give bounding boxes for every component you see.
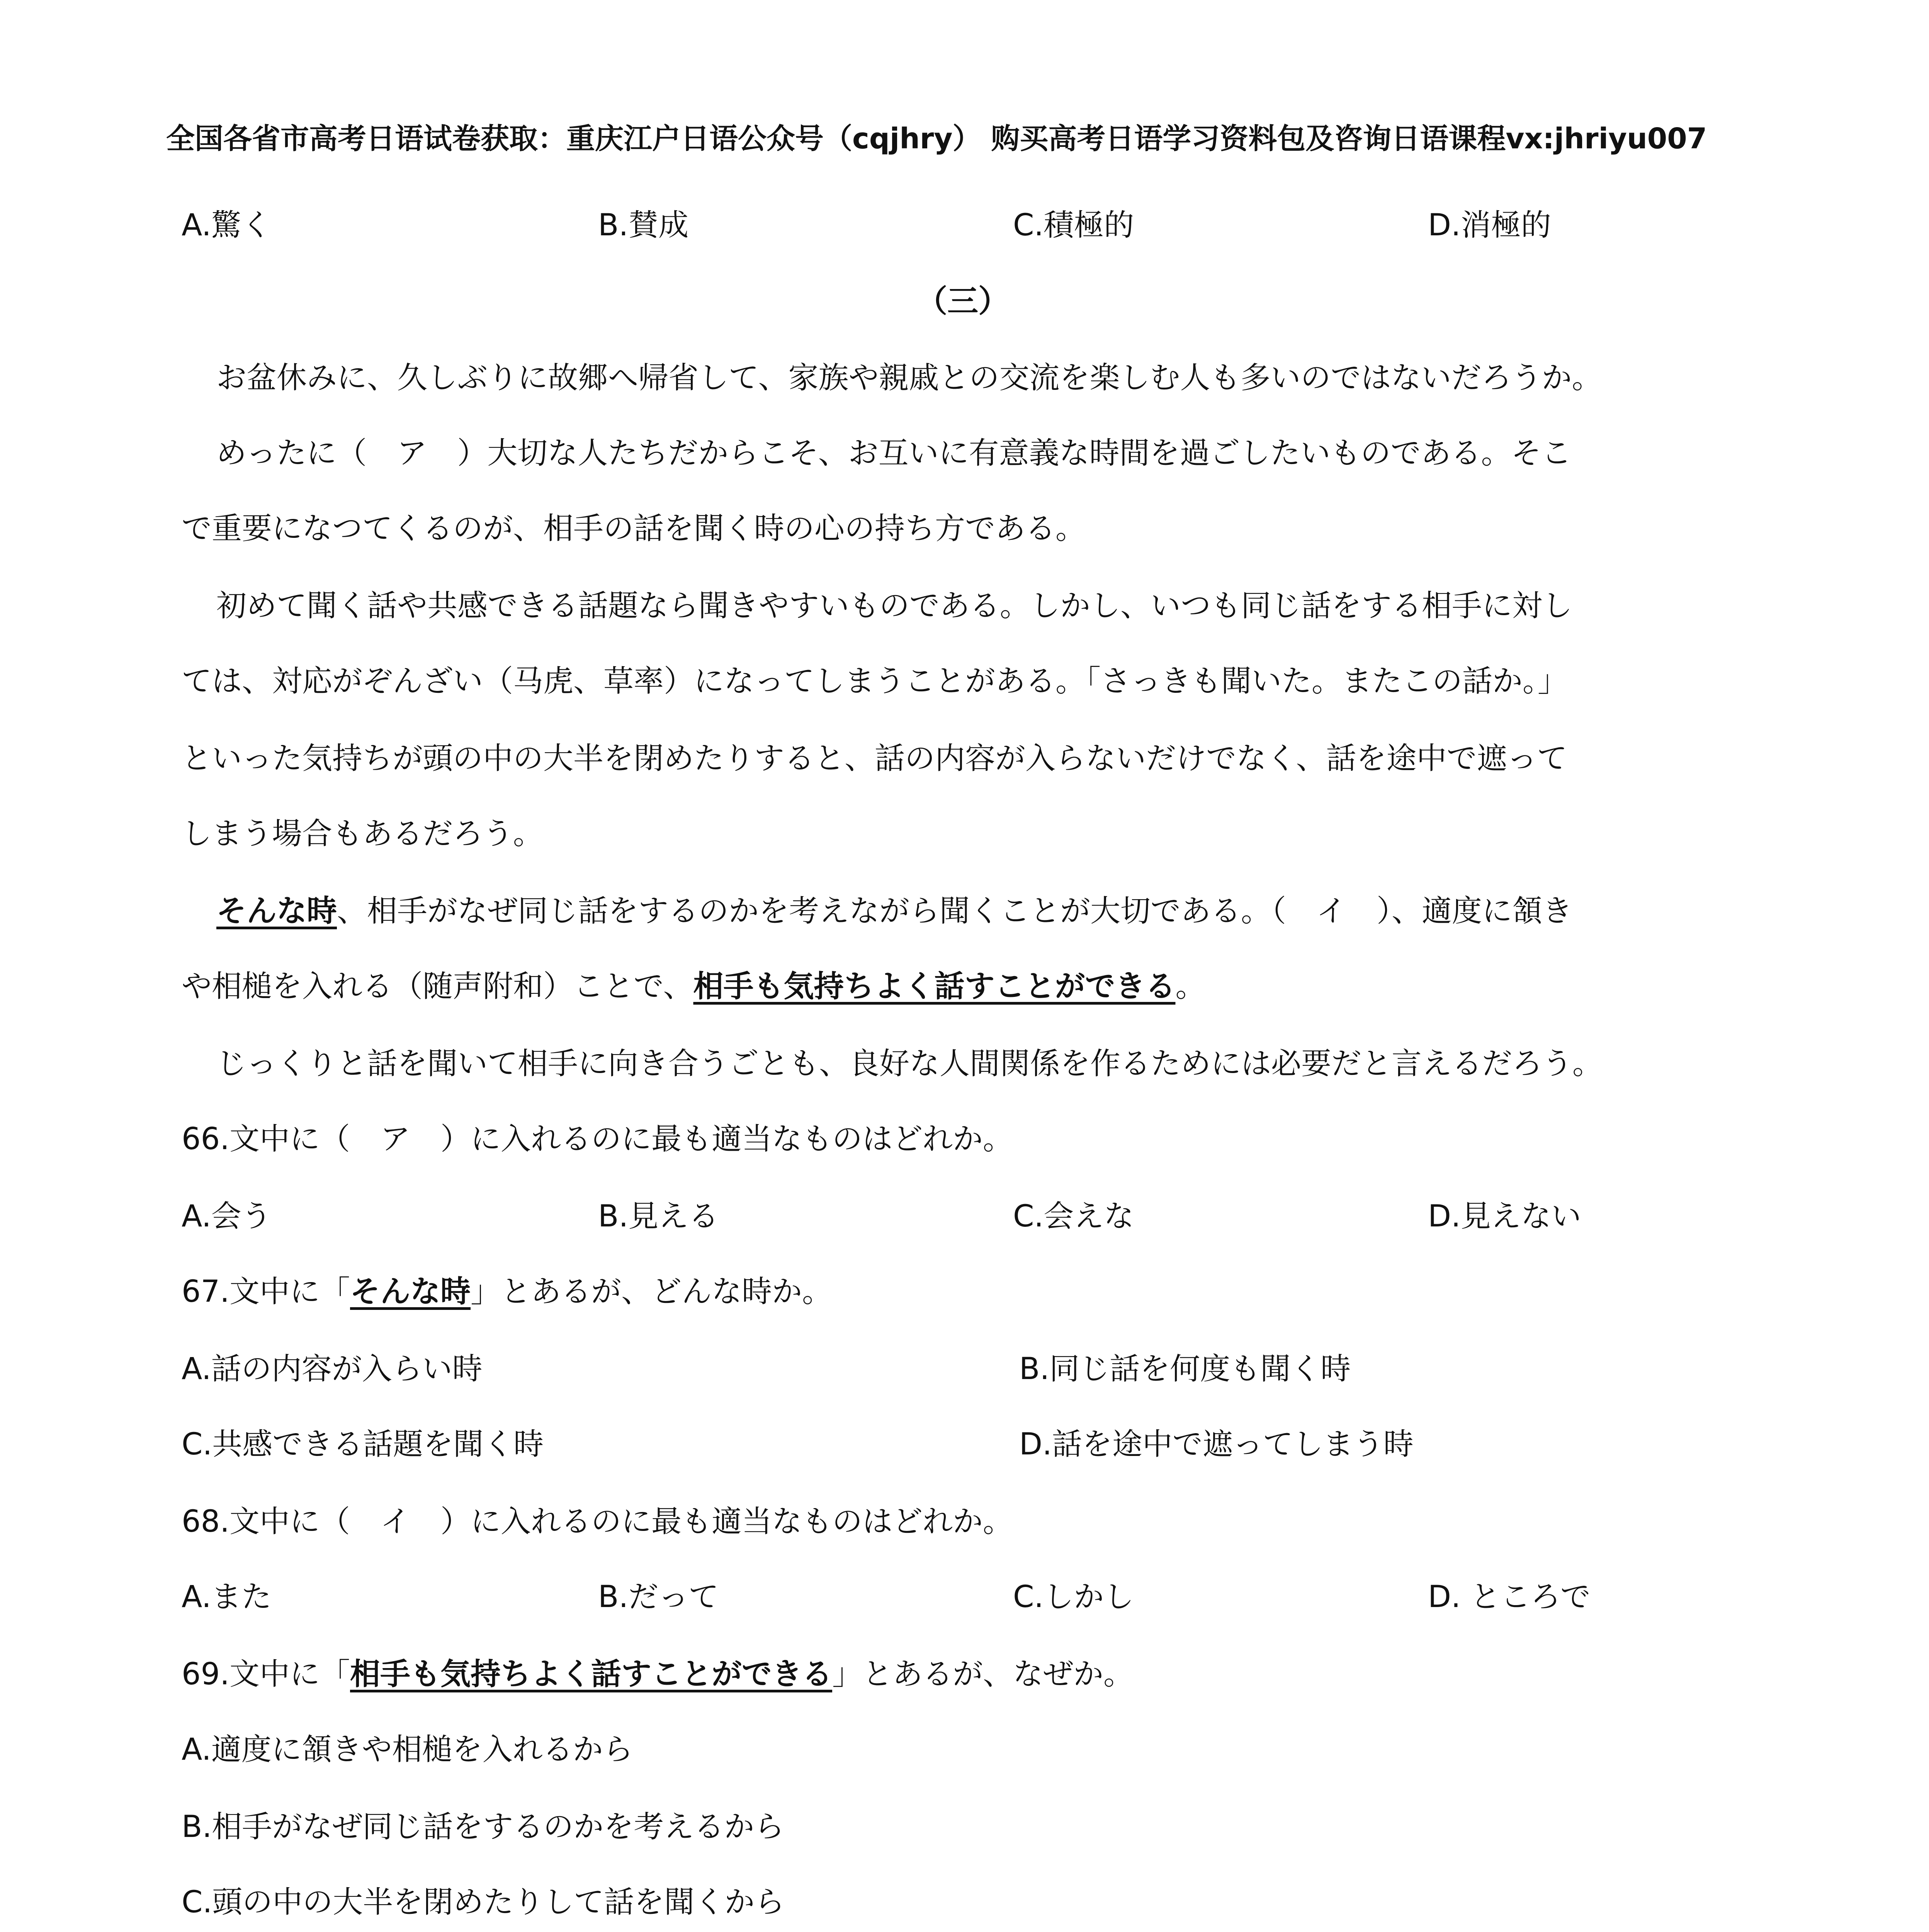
page-header: 全国各省市高考日语试卷获取：重庆江户日语公众号（cqjhry） 购买高考日语学习资料包及咨询日语课程vx:jhriyu007 <box>166 122 1707 155</box>
q66-option-a: A.会う <box>182 1199 272 1234</box>
passage-p3-line3: といった気持ちが頭の中の大半を閉めたりすると、話の内容が入らないだけでなく、話を途中で遮って <box>182 741 1567 776</box>
q67-option-a: A.話の内容が入らい時 <box>182 1352 483 1386</box>
passage-p4-line1 <box>216 887 1572 930</box>
q69-stem-post: 」とあるが、なぜか。 <box>832 1657 1134 1692</box>
passage-p3-line1: 初めて聞く話や共感できる話題なら聞きやすいものである。しかし、いつも同じ話をする相手に対し <box>216 588 1573 623</box>
q66-stem: 66.文中に（ ア ）に入れるのに最も適当なものはどれか。 <box>182 1122 1013 1156</box>
q69-option-a: A.適度に頷きや相槌を入れるから <box>182 1732 633 1767</box>
q67-option-b: B.同じ話を何度も聞く時 <box>1019 1352 1351 1386</box>
q68-option-b: B.だって <box>598 1580 719 1614</box>
q67-option-c: C.共感できる話題を聞く時 <box>182 1427 544 1462</box>
prev-option-b: B.賛成 <box>598 208 689 243</box>
q66-option-b: B.見える <box>598 1199 719 1234</box>
q68-option-c: C.しかし <box>1013 1580 1134 1614</box>
passage-p4-line2-post: 。 <box>1175 969 1206 1004</box>
passage-p4-line1-rest: 、相手がなぜ同じ話をするのかを考えながら聞くことが大切である。（ イ ）、適度に頷き <box>337 894 1573 929</box>
q66-option-c: C.会えな <box>1013 1199 1134 1234</box>
section-3-heading: （三） <box>916 283 1009 319</box>
q69-stem <box>182 1650 1134 1693</box>
prev-option-c: C.積極的 <box>1013 208 1134 243</box>
passage-p5: じっくりと話を聞いて相手に向き合うごとも、良好な人間関係を作るためには必要だと言えるだろう。 <box>216 1046 1603 1081</box>
q67-stem <box>182 1267 832 1311</box>
q68-stem: 68.文中に（ イ ）に入れるのに最も適当なものはどれか。 <box>182 1504 1013 1539</box>
q66-option-d: D.見えない <box>1428 1199 1581 1234</box>
underlined-phrase-kimochiyoku: 相手も気持ちよく話すことができる <box>693 969 1176 1004</box>
passage-p2-line1: めったに（ ア ）大切な人たちだからこそ、お互いに有意義な時間を過ごしたいものである。そこ <box>216 436 1572 471</box>
prev-option-a: A.驚く <box>182 208 272 243</box>
underlined-phrase-sonna-toki: そんな時 <box>216 894 337 929</box>
passage-p4-line2-pre: や相槌を入れる（随声附和）ことで、 <box>182 969 693 1004</box>
passage-p2-line2: で重要になつてくるのが、相手の話を聞く時の心の持ち方である。 <box>182 511 1086 546</box>
q69-underlined-phrase: 相手も気持ちよく話すことができる <box>350 1657 833 1692</box>
passage-p4-line2 <box>182 962 1205 1005</box>
q67-underlined-phrase: そんな時 <box>350 1274 471 1309</box>
passage-p1: お盆休みに、久しぶりに故郷へ帰省して、家族や親戚との交流を楽しむ人も多いのではないだろうか。 <box>216 361 1602 395</box>
q67-stem-post: 」とあるが、どんな時か。 <box>471 1274 833 1309</box>
prev-option-d: D.消極的 <box>1428 208 1551 243</box>
q69-stem-pre: 69.文中に「 <box>182 1657 350 1692</box>
q69-option-c: C.頭の中の大半を閉めたりして話を聞くから <box>182 1885 785 1920</box>
passage-p3-line4: しまう場合もあるだろう。 <box>182 816 544 851</box>
q68-option-a: A.また <box>182 1580 272 1614</box>
passage-p3-line2: ては、対応がぞんざい（马虎、草率）になってしまうことがある。「さっきも聞いた。またこの話か。」 <box>182 664 1568 699</box>
q69-option-b: B.相手がなぜ同じ話をするのかを考えるから <box>182 1810 785 1844</box>
q67-option-d: D.話を途中で遮ってしまう時 <box>1019 1427 1414 1462</box>
q67-stem-pre: 67.文中に「 <box>182 1274 350 1309</box>
q68-option-d: D. ところで <box>1428 1580 1591 1614</box>
